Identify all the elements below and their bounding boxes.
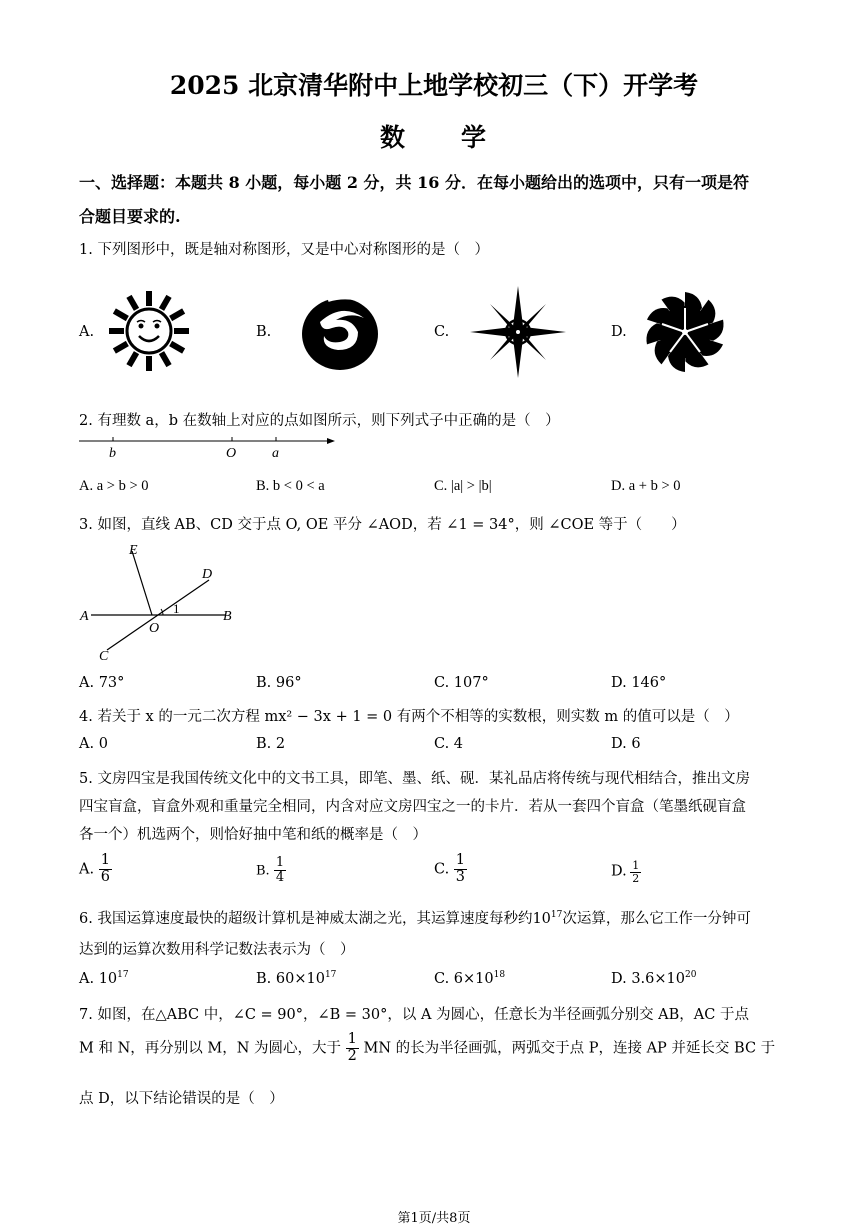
q5-option-a: A. $\frac{1}{6}$ <box>79 852 110 885</box>
question-5-line1: 5. 文房四宝是我国传统文化中的文书工具，即笔、墨、纸、砚．某礼品店将传统与现代相结合，推出文房 <box>79 771 750 787</box>
q6-option-d: D. $3.6\times 10^{20}$ <box>611 970 697 987</box>
question-5-line2: 四宝盲盒，盲盒外观和重量完全相同，内含对应文房四宝之一的卡片．若从一套四个盲盒（笔墨纸砚盲盒 <box>79 799 746 815</box>
question-4-stem: 4. 若关于 x 的一元二次方程 mx² − 3x + 1 = 0 有两个不相等的实数根，则实数 m 的值可以是（ ） <box>79 709 739 725</box>
number-line-figure <box>79 432 341 462</box>
q5-option-c: C. $\frac{1}{3}$ <box>434 852 466 885</box>
compass-rose-icon <box>470 286 566 378</box>
q4-option-a: A. 0 <box>79 736 108 752</box>
question-7-line3: 点 D，以下结论错误的是（ ） <box>79 1091 284 1107</box>
q6-option-a: A. $10^{17}$ <box>79 970 129 987</box>
label-angle-1: 1 <box>173 601 180 616</box>
page-title: 2025 北京清华附中上地学校初三（下）开学考 <box>169 71 699 100</box>
q4-option-d: D. 6 <box>611 736 641 752</box>
q6-option-c: C. $6\times 10^{18}$ <box>434 970 506 987</box>
page-number: 第1页/共8页 <box>397 1211 471 1226</box>
sun-face-icon <box>106 288 192 374</box>
label-o: O <box>149 621 160 636</box>
question-3-stem: 3. 如图，直线 AB、CD 交于点 O, OE 平分 ∠AOD，若 ∠1 = 34°，则 ∠COE 等于（ ） <box>79 517 686 533</box>
axis-label-b: b <box>109 446 116 461</box>
label-d: D <box>202 567 213 582</box>
q2-option-c: C. |a| > |b| <box>434 478 492 494</box>
q5-option-b: B. $\frac{1}{4}$ <box>256 855 285 886</box>
q3-option-d: D. 146° <box>611 675 667 691</box>
question-7-line2: M 和 N，再分别以 M，N 为圆心，大于 $\frac{1}{2}$ MN 的长为半径画弧，两弧交于点 P，连接 AP 并延长交 BC 于 <box>79 1031 776 1064</box>
q3-option-b: B. 96° <box>256 675 302 691</box>
q5-option-d: D. $\frac{1}{2}$ <box>611 859 640 886</box>
q2-option-d: D. a + b > 0 <box>611 478 681 494</box>
q3-option-a: A. 73° <box>79 675 125 691</box>
pinwheel-icon <box>640 288 730 376</box>
q6-option-b: B. $60\times 10^{17}$ <box>256 970 337 987</box>
question-7-line1: 7. 如图，在△ABC 中，∠C = 90°，∠B = 30°，以 A 为圆心，任意长为半径画弧分别交 AB，AC 于点 <box>79 1007 749 1023</box>
label-e: E <box>129 543 138 558</box>
subject-title: 数 学 <box>379 123 488 152</box>
q3-option-c: C. 107° <box>434 675 489 691</box>
angle-figure <box>79 538 249 666</box>
q1-option-b-label: B. <box>256 324 272 340</box>
swirl-icon <box>298 292 382 372</box>
question-6-line1: 6. 我国运算速度最快的超级计算机是神威太湖之光，其运算速度每秒约$10^{17}$次运算，那么它工作一分钟可 <box>79 910 751 927</box>
section-heading-line2: 合题目要求的. <box>79 207 181 226</box>
q1-option-c-label: C. <box>434 324 450 340</box>
axis-label-o: O <box>226 446 237 461</box>
label-a: A <box>80 609 89 624</box>
question-5-line3: 各一个）机选两个，则恰好抽中笔和纸的概率是（ ） <box>79 827 427 843</box>
section-heading-line1: 一、选择题：本题共 8 小题，每小题 2 分，共 16 分．在每小题给出的选项中，只有一项是符 <box>79 173 749 192</box>
question-6-line2: 达到的运算次数用科学记数法表示为（ ） <box>79 942 355 958</box>
question-1-stem: 1. 下列图形中，既是轴对称图形，又是中心对称图形的是（ ） <box>79 242 489 258</box>
axis-label-a: a <box>272 446 279 461</box>
label-b: B <box>223 609 232 624</box>
q4-option-c: C. 4 <box>434 736 464 752</box>
q4-option-b: B. 2 <box>256 736 286 752</box>
q2-option-b: B. b < 0 < a <box>256 478 325 494</box>
question-2-stem: 2. 有理数 a，b 在数轴上对应的点如图所示，则下列式子中正确的是（ ） <box>79 413 560 429</box>
q1-option-a-label: A. <box>79 324 95 340</box>
q1-option-d-label: D. <box>611 324 627 340</box>
q2-option-a: A. a > b > 0 <box>79 478 149 494</box>
label-c: C <box>99 649 109 664</box>
